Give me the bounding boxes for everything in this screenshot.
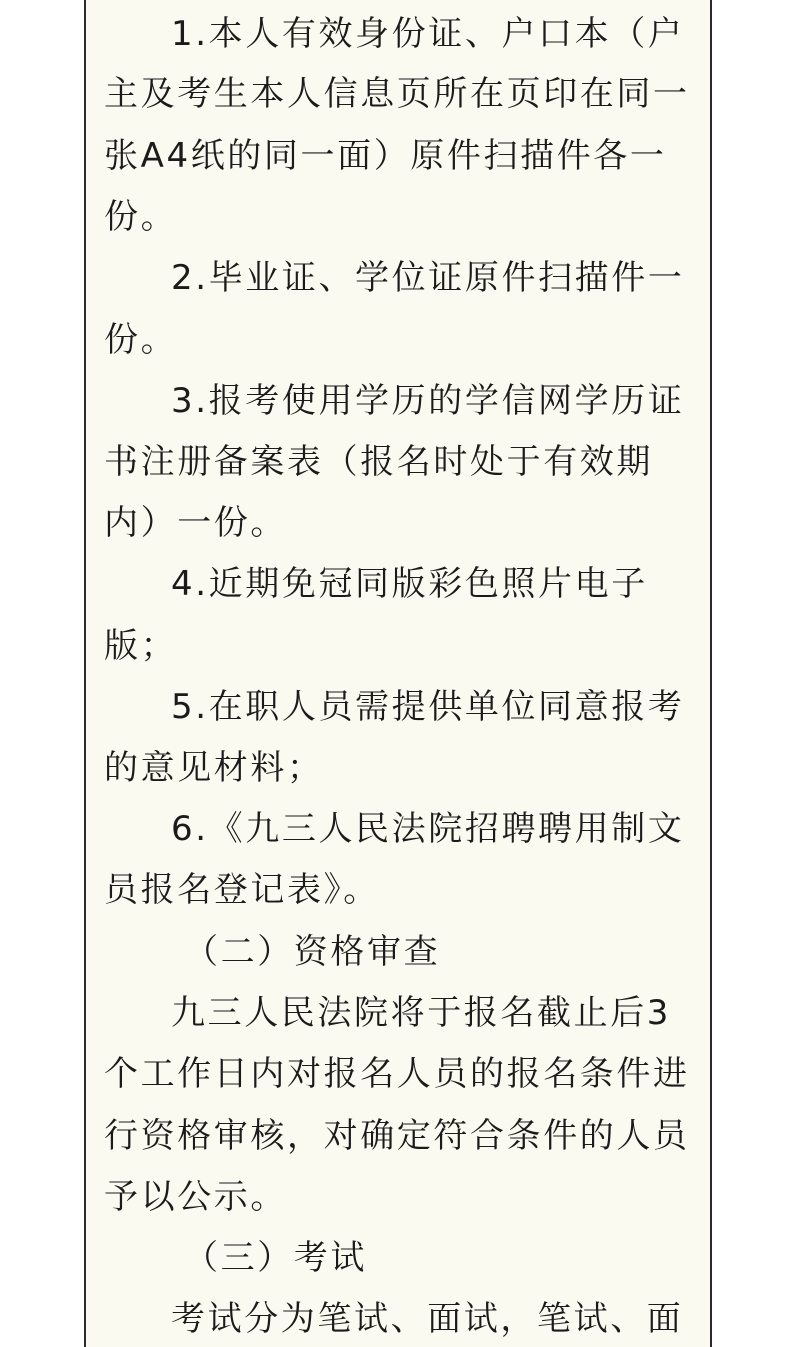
- doc-line-7: 3.报考使用学历的学信网学历证: [171, 381, 685, 421]
- section-heading-2: （二）资格审查: [184, 932, 441, 972]
- doc-line-6: 份。: [104, 320, 178, 360]
- doc-line-4: 份。: [104, 197, 178, 237]
- doc-line-13: 的意见材料；: [104, 748, 324, 788]
- doc-line-19: 行资格审核，对确定符合条件的人员: [104, 1116, 690, 1156]
- doc-line-1: 1.本人有效身份证、户口本（户: [171, 14, 685, 54]
- section-heading-3: （三）考试: [184, 1238, 367, 1278]
- doc-line-17: 九三人民法院将于报名截止后3: [171, 993, 672, 1033]
- doc-line-8: 书注册备案表（报名时处于有效期: [104, 442, 653, 482]
- doc-line-3: 张A4纸的同一面）原件扫描件各一: [104, 136, 667, 176]
- doc-line-14: 6.《九三人民法院招聘聘用制文: [171, 809, 685, 849]
- doc-line-9: 内）一份。: [104, 503, 287, 543]
- doc-line-2: 主及考生本人信息页所在页印在同一: [104, 74, 690, 114]
- doc-line-15: 员报名登记表》。: [104, 870, 380, 910]
- doc-line-22: 考试分为笔试、面试，笔试、面: [171, 1299, 684, 1339]
- doc-line-11: 版；: [104, 626, 178, 666]
- doc-line-12: 5.在职人员需提供单位同意报考: [171, 687, 685, 727]
- doc-line-20: 予以公示。: [104, 1177, 287, 1217]
- doc-line-18: 个工作日内对报名人员的报名条件进: [104, 1054, 690, 1094]
- doc-line-10: 4.近期免冠同版彩色照片电子: [171, 564, 648, 604]
- doc-line-5: 2.毕业证、学位证原件扫描件一: [171, 258, 685, 298]
